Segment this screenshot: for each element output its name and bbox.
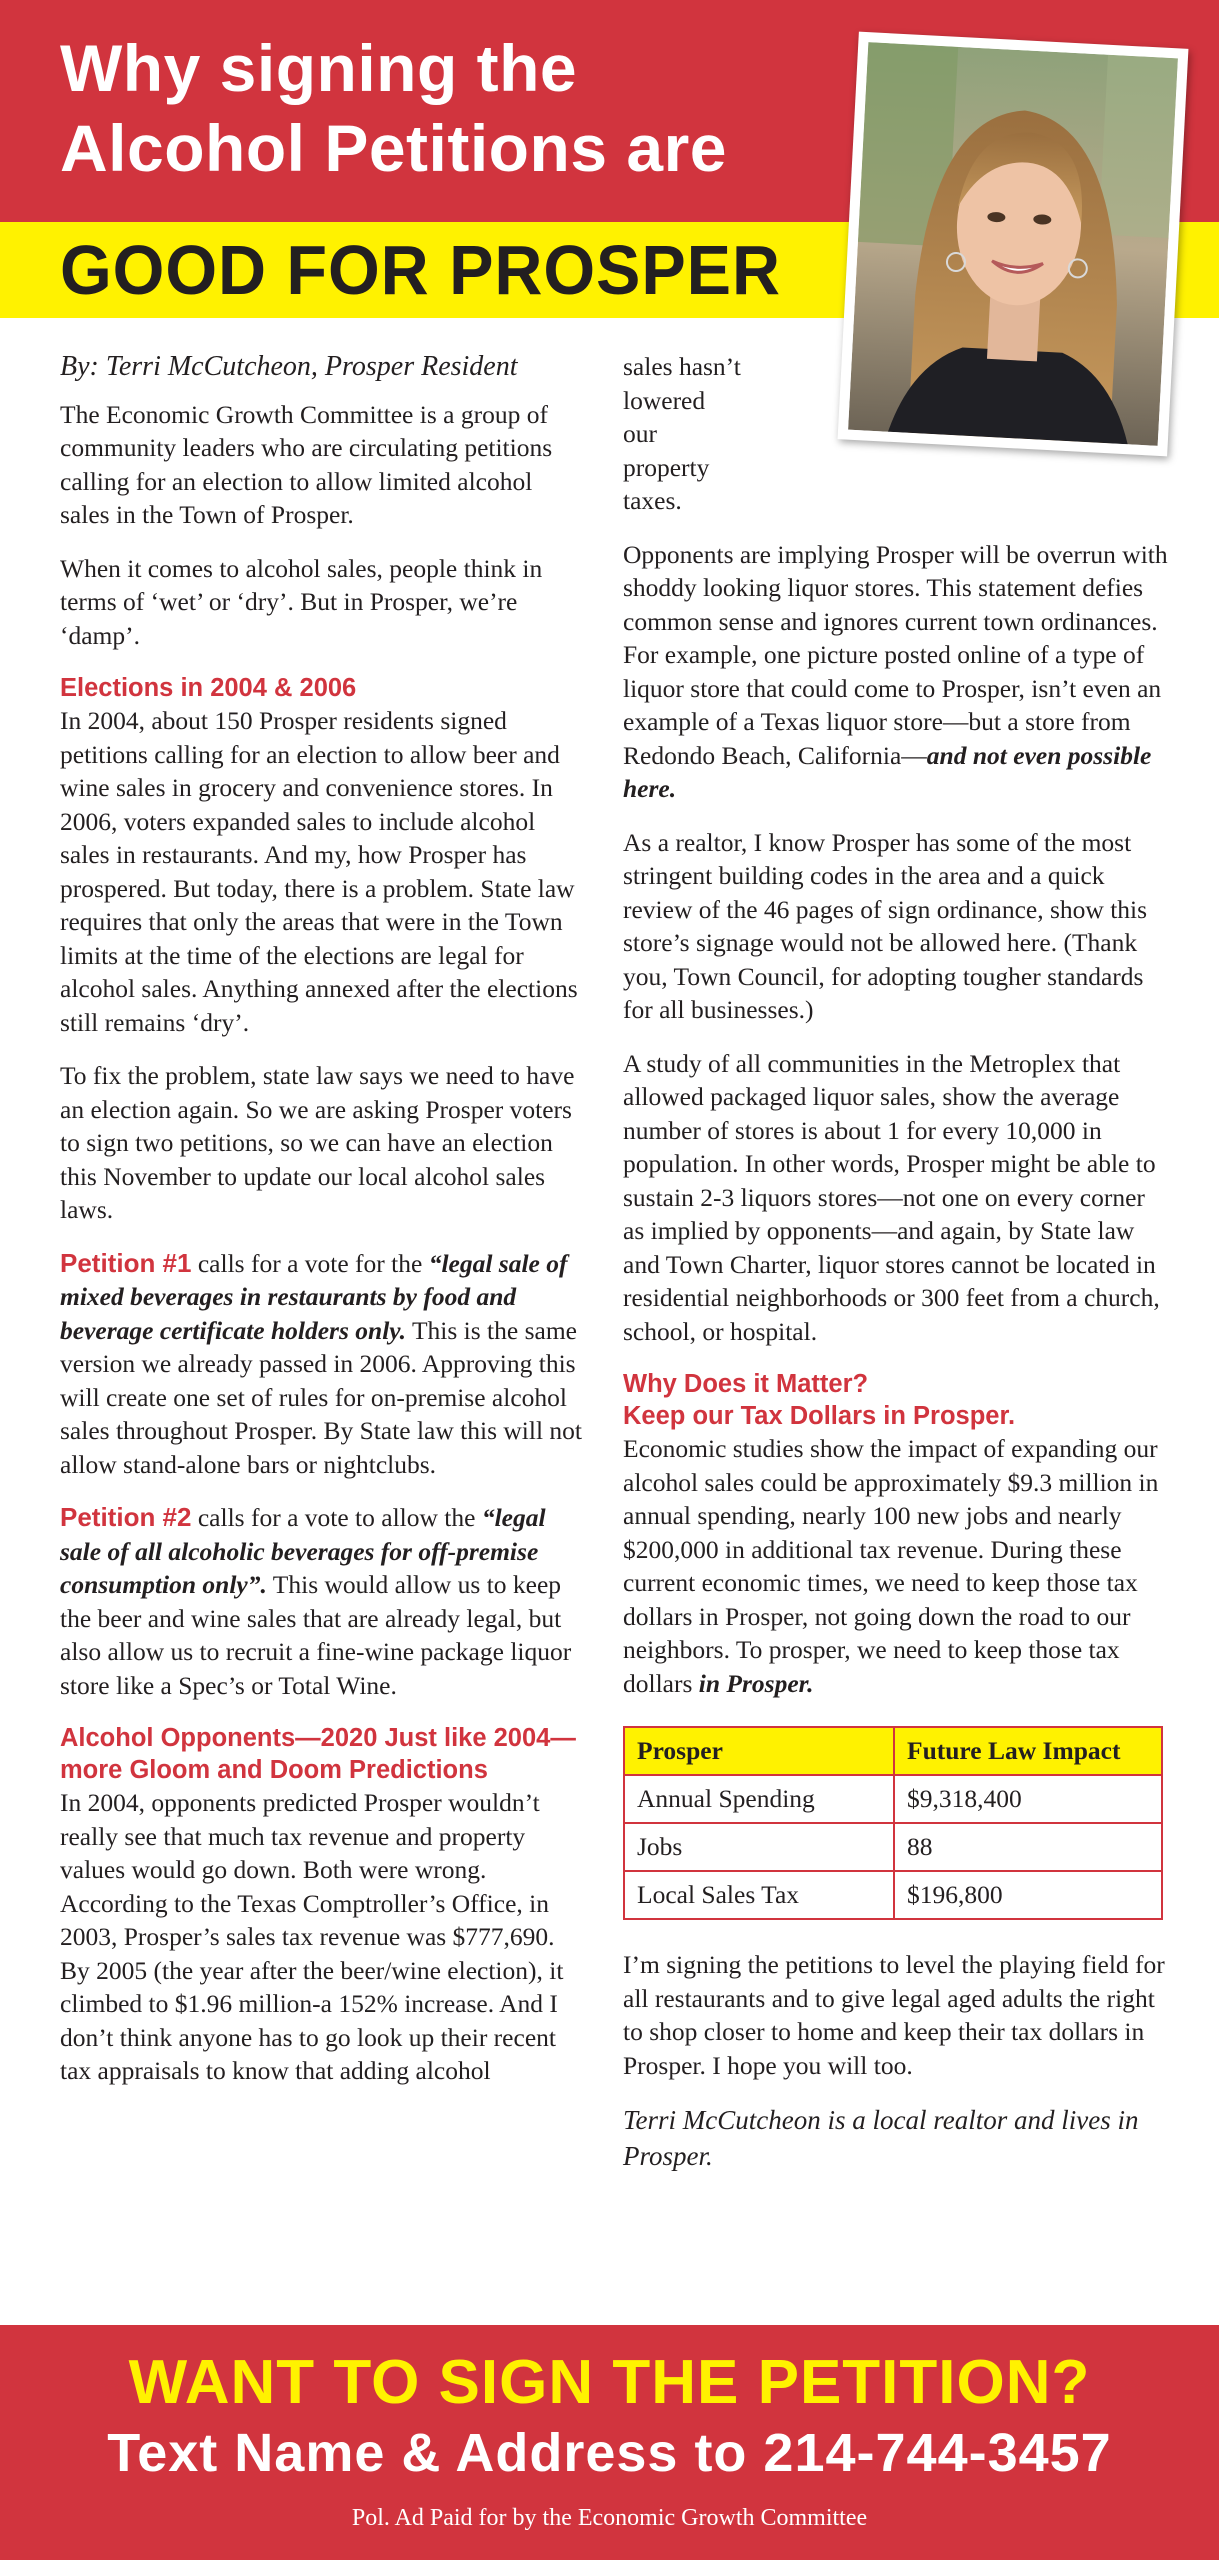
petition-2-detail: This would allow us to keep the beer and wine sales that are already legal, but also allow us to recruit a fine-wine package liquor store like a Spec’s or Total Wine. <box>60 1570 572 1700</box>
footer-disclaimer: Pol. Ad Paid for by the Economic Growth Committee <box>351 2505 868 2531</box>
elections-paragraph: In 2004, about 150 Prosper residents signed petitions calling for an election to allow beer and wine sales in grocery and convenience stores. In 2006, voters expanded sales to include alcohol sales in restaurants. And my, how Prosper has prospered. But today, there is a problem. State law requires that only the areas that were in the Town limits at the time of the elections are legal for alcohol sales. Anything annexed after the elections still remains ‘dry’. <box>60 706 578 1037</box>
table-row <box>624 1871 1162 1919</box>
liquor-stores-text: Opponents are implying Prosper will be overrun with shoddy looking liquor stores. This statement defies common sense and ignores current town ordinances. For example, one picture posted online of a type of liquor store that could come to Prosper, isn’t even an example of a Texas liquor store—but a store from Redondo Beach, California— <box>623 539 1168 770</box>
table-header: Future Law Impact <box>894 1727 1162 1775</box>
liquor-stores-paragraph <box>623 538 1168 806</box>
petition-2-quote: “legal sale of all alcoholic beverages for off-premise consumption only”. <box>60 1503 546 1599</box>
right-column <box>623 350 1168 2194</box>
table-cell: Local Sales Tax <box>624 1871 894 1919</box>
fix-problem-paragraph: To fix the problem, state law says we need to have an election again. So we are asking Prosper voters to sign two petitions, so we can have an election this November to update our local alcohol sales laws. <box>60 1061 575 1224</box>
economic-studies-text: Economic studies show the impact of expanding our alcohol sales could be approximately $9.3 million in annual spending, nearly 100 new jobs and nearly $200,000 in additional tax revenue. During these current economic times, we need to keep those tax dollars in Prosper, not going down the road to our neighbors. To prosper, we need to keep those tax dollars <box>623 1434 1159 1698</box>
closing-paragraph: I’m signing the petitions to level the playing field for all restaurants and to give legal aged adults the right to shop closer to home and keep their tax dollars in Prosper. I hope you will too. <box>623 1950 1165 2080</box>
table-cell: $196,800 <box>894 1871 1162 1919</box>
table-cell: 88 <box>894 1823 1162 1871</box>
petition-2-intro: calls for a vote to allow the <box>191 1503 482 1532</box>
metroplex-study-paragraph: A study of all communities in the Metroplex that allowed packaged liquor sales, show the average number of stores is about 1 for every 10,000 in population. In other words, Prosper might be able to sustain 2-3 liquors stores—not one on every corner as implied by opponents—and again, by State law and Town Charter, liquor stores cannot be located in residential neighborhoods or 300 feet from a church, school, or hospital. <box>623 1048 1160 1346</box>
table-cell: Annual Spending <box>624 1775 894 1823</box>
petition-1-paragraph <box>60 1247 588 1482</box>
economic-studies-emphasis: in Prosper. <box>698 1668 814 1698</box>
opponents-paragraph: In 2004, opponents predicted Prosper wouldn’t really see that much tax revenue and property values would go down. Both were wrong. According to the Texas Comptroller’s Office, in 2003, Prosper’s sales tax revenue was $777,690. By 2005 (the year after the beer/wine election), it climbed to $1.96 million-a 152% increase. And I don’t think anyone has to go look up their recent tax appraisals to know that adding alcohol <box>60 1788 564 2085</box>
footer-banner <box>0 2325 1219 2560</box>
headline-subtitle: GOOD FOR PROSPER <box>60 231 781 309</box>
section-heading-elections: Elections in 2004 & 2006 <box>60 674 357 702</box>
table-row <box>624 1823 1162 1871</box>
footer-cta: WANT TO SIGN THE PETITION? <box>128 2348 1091 2417</box>
table-row <box>624 1775 1162 1823</box>
petition-1-detail: This is the same version we already passed in 2006. Approving this will create one set of rules for on-premise alcohol sales throughout Prosper. By State law this will not allow stand-alone bars or nightclubs. <box>60 1315 583 1479</box>
table-cell: $9,318,400 <box>894 1775 1162 1823</box>
wet-dry-paragraph: When it comes to alcohol sales, people think in terms of ‘wet’ or ‘dry’. But in Prosper, we’re ‘damp’. <box>60 553 543 650</box>
section-heading-opponents: Alcohol Opponents—2020 Just like 2004—more Gloom and Doom Predictions <box>60 1724 576 1784</box>
impact-table <box>623 1726 1163 1920</box>
petition-2-paragraph <box>60 1501 588 1702</box>
left-column <box>60 350 588 2108</box>
headline-line-2: Alcohol Petitions are <box>60 111 727 185</box>
why-matter-line-1: Why Does it Matter? <box>623 1370 869 1398</box>
headline-line-1: Why signing the <box>60 31 578 105</box>
petition-1-intro: calls for a vote for the <box>191 1248 429 1278</box>
why-matter-line-2: Keep our Tax Dollars in Prosper. <box>623 1402 1016 1430</box>
byline: By: Terri McCutcheon, Prosper Resident <box>60 351 518 382</box>
section-heading-why-matter <box>623 1368 1168 1432</box>
liquor-stores-emphasis: and not even possible here. <box>623 740 1152 803</box>
footer-text-instructions: Text Name & Address to 214-744-3457 <box>107 2423 1112 2483</box>
table-cell: Jobs <box>624 1823 894 1871</box>
petition-2-label: Petition #2 <box>60 1502 192 1532</box>
realtor-paragraph: As a realtor, I know Prosper has some of the most stringent building codes in the area and a quick review of the 46 pages of sign ordinance, show this store’s signage would not be allowed here. (Thank you, Town Council, for adopting tougher standards for all businesses.) <box>623 827 1148 1024</box>
petition-1-quote: “legal sale of mixed beverages in restaurants by food and beverage certificate holders only. <box>60 1248 568 1345</box>
author-note: Terri McCutcheon is a local realtor and lives in Prosper. <box>623 2105 1139 2171</box>
economic-studies-paragraph <box>623 1432 1168 1700</box>
intro-paragraph: The Economic Growth Committee is a group of community leaders who are circulating petitions calling for an election to allow limited alcohol sales in the Town of Prosper. <box>60 399 553 529</box>
table-header-row <box>624 1727 1162 1775</box>
headline <box>60 28 820 188</box>
petition-1-label: Petition #1 <box>60 1247 192 1278</box>
property-tax-paragraph: sales hasn’t lowered our property taxes. <box>623 352 741 515</box>
table-header: Prosper <box>624 1727 894 1775</box>
